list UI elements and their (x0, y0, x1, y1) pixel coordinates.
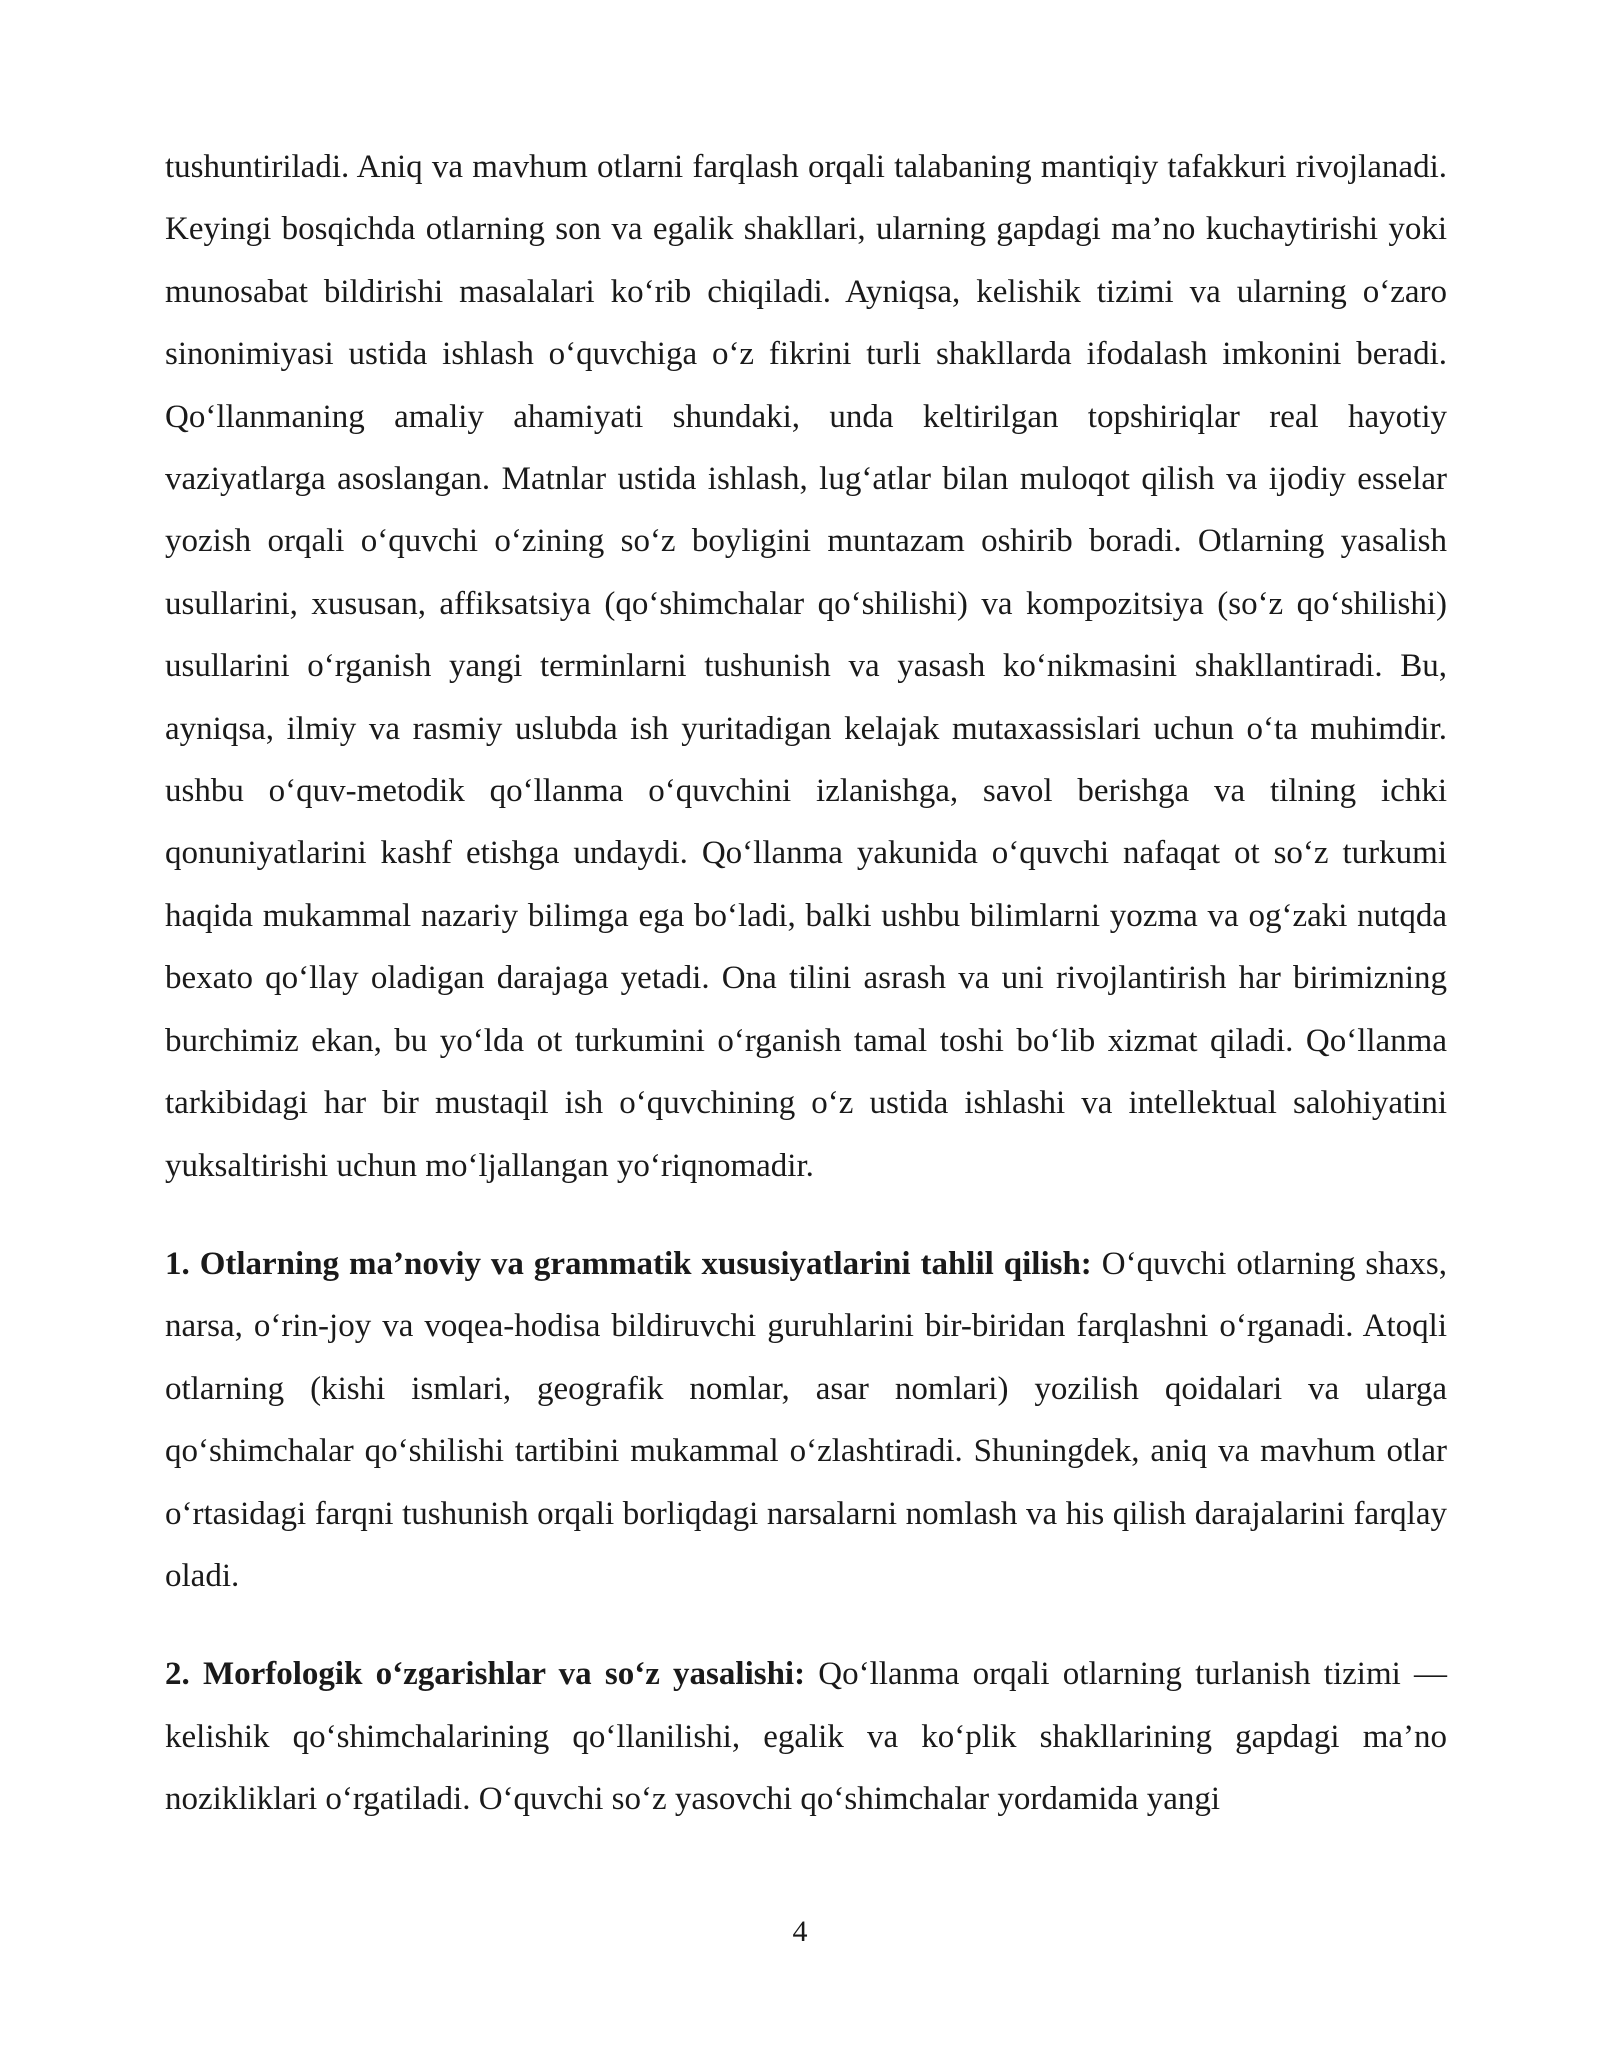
section-1-paragraph (165, 1233, 1447, 1607)
page-number: 4 (792, 1915, 808, 1948)
section-2-body: Qo‘llanma orqali otlarning turlanish tizimi — kelishik qo‘shimchalarining qo‘llanilishi, egalik va ko‘plik shakllarining gapdagi ma’no nozikliklari o‘rgatiladi. O‘quvchi so‘z yasovchi qo‘shimchalar yordamida yangi (165, 1656, 1447, 1818)
section-2-paragraph (165, 1643, 1447, 1830)
intro-paragraph: tushuntiriladi. Aniq va mavhum otlarni farqlash orqali talabaning mantiqiy tafakkuri rivojlanadi. Keyingi bosqichda otlarning son va egalik shakllari, ularning gapdagi ma’no kuchaytirishi yoki munosabat bildirishi masalalari ko‘rib chiqiladi. Ayniqsa, kelishik tizimi va ularning o‘zaro sinonimiyasi ustida ishlash o‘quvchiga o‘z fikrini turli shakllarda ifodalash imkonini beradi. Qo‘llanmaning amaliy ahamiyati shundaki, unda keltirilgan topshiriqlar real hayotiy vaziyatlarga asoslangan. Matnlar ustida ishlash, lug‘atlar bilan muloqot qilish va ijodiy esselar yozish orqali o‘quvchi o‘zining so‘z boyligini muntazam oshirib boradi. Otlarning yasalish usullarini, xususan, affiksatsiya (qo‘shimchalar qo‘shilishi) va kompozitsiya (so‘z qo‘shilishi) usullarini o‘rganish yangi terminlarni tushunish va yasash ko‘nikmasini shakllantiradi. Bu, ayniqsa, ilmiy va rasmiy uslubda ish yuritadigan kelajak mutaxassislari uchun o‘ta muhimdir. ushbu o‘quv-metodik qo‘llanma o‘quvchini izlanishga, savol berishga va tilning ichki qonuniyatlarini kashf etishga undaydi. Qo‘llanma yakunida o‘quvchi nafaqat ot so‘z turkumi haqida mukammal nazariy bilimga ega bo‘ladi, balki ushbu bilimlarni yozma va og‘zaki nutqda bexato qo‘llay oladigan darajaga yetadi. Ona tilini asrash va uni rivojlantirish har birimizning burchimiz ekan, bu yo‘lda ot turkumini o‘rganish tamal toshi bo‘lib xizmat qiladi. Qo‘llanma tarkibidagi har bir mustaqil ish o‘quvchining o‘z ustida ishlashi va intellektual salohiyatini yuksaltirishi uchun mo‘ljallangan yo‘riqnomadir. (165, 149, 1447, 1184)
document-page (165, 136, 1447, 1831)
section-1-body: O‘quvchi otlarning shaxs, narsa, o‘rin-joy va voqea-hodisa bildiruvchi guruhlarini bir-biridan farqlashni o‘rganadi. Atoqli otlarning (kishi ismlari, geografik nomlar, asar nomlari) yozilish qoidalari va ularga qo‘shimchalar qo‘shilishi tartibini mukammal o‘zlashtiradi. Shuningdek, aniq va mavhum otlar o‘rtasidagi farqni tushunish orqali borliqdagi narsalarni nomlash va his qilish darajalarini farqlay oladi. (165, 1245, 1447, 1594)
section-2-heading: 2. Morfologik o‘zgarishlar va so‘z yasalishi: (165, 1656, 806, 1693)
section-1-heading: 1. Otlarning ma’noviy va grammatik xususiyatlarini tahlil qilish: (165, 1245, 1092, 1282)
